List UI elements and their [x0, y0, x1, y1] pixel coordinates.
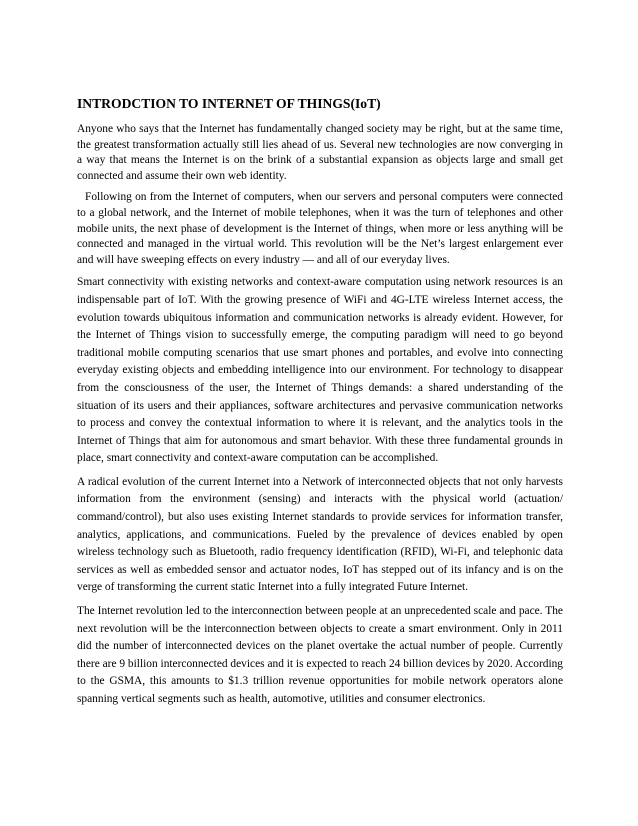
- paragraph-3: Smart connectivity with existing networks and context-aware computation using network resources is an indispensable part of IoT. With the growing presence of WiFi and 4G-LTE wireless Internet access, the evolution towards ubiquitous information and communication networks is already evident. However, for the Internet of Things vision to successfully emerge, the computing paradigm will need to go beyond traditional mobile computing scenarios that use smart phones and portables, and evolve into connecting everyday existing objects and embedding intelligence into our environment. For technology to disappear from the consciousness of the user, the Internet of Things demands: a shared understanding of the situation of its users and their appliances, software architectures and pervasive communication networks to process and convey the contextual information to where it is relevant, and the analytics tools in the Internet of Things that aim for autonomous and smart behavior. With these three fundamental grounds in place, smart connectivity and context-aware computation can be accomplished.: [77, 276, 563, 465]
- page-title: INTRODCTION TO INTERNET OF THINGS(IoT): [77, 96, 381, 111]
- paragraph-5: The Internet revolution led to the interconnection between people at an unprecedented scale and pace. The next revolution will be the interconnection between objects to create a smart environment. Only in 2011 did the number of interconnected devices on the planet overtake the actual number of people. Currently there are 9 billion interconnected devices and it is expected to reach 24 billion devices by 2020. According to the GSMA, this amounts to $1.3 trillion revenue opportunities for mobile network operators alone spanning vertical segments such as health, automotive, utilities and consumer electronics.: [77, 605, 563, 705]
- document-page: [77, 96, 563, 715]
- paragraph-4: A radical evolution of the current Internet into a Network of interconnected objects that not only harvests information from the environment (sensing) and interacts with the physical world (actuation/ command/control), but also uses existing Internet standards to provide services for information transfer, analytics, applications, and communications. Fueled by the prevalence of devices enabled by open wireless technology such as Bluetooth, radio frequency identification (RFID), Wi-Fi, and telephonic data services as well as embedded sensor and actuator nodes, IoT has stepped out of its infancy and is on the verge of transforming the current static Internet into a fully integrated Future Internet.: [77, 475, 563, 594]
- paragraph-2: Following on from the Internet of computers, when our servers and personal computers were connected to a global network, and the Internet of mobile telephones, when it was the turn of telephones and other mobile units, the next phase of development is the Internet of things, when more or less anything will be connected and managed in the virtual world. This revolution will be the Net’s largest enlargement ever and will have sweeping effects on every industry — and all of our everyday lives.: [77, 191, 563, 266]
- paragraph-1: Anyone who says that the Internet has fundamentally changed society may be right, but at the same time, the greatest transformation actually still lies ahead of us. Several new technologies are now converging in a way that means the Internet is on the brink of a substantial expansion as objects large and small get connected and assume their own web identity.: [77, 123, 563, 182]
